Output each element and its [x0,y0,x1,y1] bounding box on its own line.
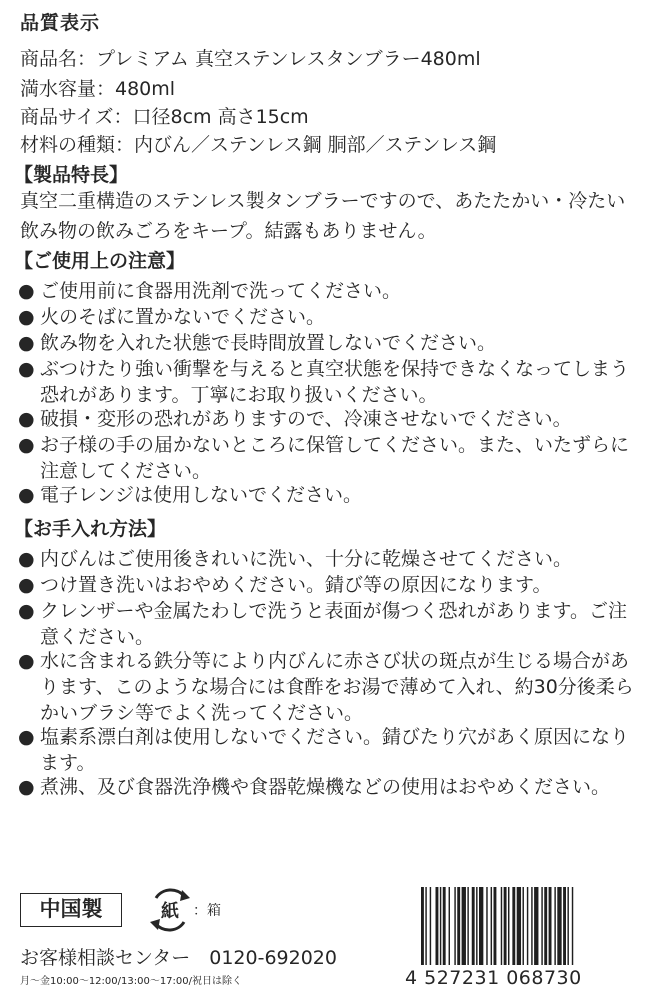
quality-title: 品質表示 [20,12,101,34]
caution-text: 破損・変形の恐れがありますので、冷凍させないでください。 [40,408,572,430]
customer-center: お客様相談センター 0120-692020 [20,947,337,969]
care-item [18,572,638,598]
paper-recycle-icon [146,888,194,932]
barcode-bar [443,887,446,965]
barcode-bar [563,887,566,965]
care-heading: 【お手入れ方法】 [14,518,167,540]
bullet-icon: ● [18,280,35,302]
barcode-bar [534,887,538,965]
caution-text: お子様の手の届かないところに保管してください。また、いたずらに注意してください。 [40,434,630,482]
caution-text: ぶつけたり強い衝撃を与えると真空状態を保持できなくなってしまう恐れがあります。丁寧にお取り扱いください。 [40,358,630,406]
caution-text: 電子レンジは使用しないでください。 [40,484,363,506]
barcode-bar [544,887,547,965]
barcode-bar [454,887,455,965]
caution-item [18,278,638,304]
barcode-bar [462,887,466,965]
care-text: 煮沸、及び食器洗浄機や食器乾燥機などの使用はおやめください。 [40,776,611,798]
care-item [18,774,638,800]
care-item [18,546,638,572]
caution-text: 飲み物を入れた状態で長時間放置しないでください。 [40,332,497,354]
care-text: クレンザーや金属たわしで洗うと表面が傷つく恐れがあります。ご注意ください。 [40,600,628,648]
country-of-origin: 中国製 [20,893,122,927]
barcode-bar [491,887,492,965]
barcode-bar [517,887,521,965]
care-text: 水に含まれる鉄分等により内びんに赤さび状の斑点が生じる場合があります、このような場合には食酢をお湯で薄めて入れ、約30分後柔らかいブラシ等でよく洗ってください。 [40,650,634,724]
bullet-icon: ● [18,434,35,456]
bullet-icon: ● [18,408,35,430]
bullet-icon: ● [18,574,35,596]
caution-item [18,432,638,484]
quality-row-product-name: 商品名：プレミアム 真空ステンレスタンブラー480ml [20,48,481,70]
barcode-bar [486,887,487,965]
barcode-bar [567,887,568,965]
barcode-bar [527,887,528,965]
barcode-bar [476,887,477,965]
bullet-icon: ● [18,650,35,672]
barcode-bar [494,887,497,965]
barcode-number: 4 527231 068730 [405,967,582,989]
quality-row-capacity: 満水容量：480ml [20,78,176,100]
barcode-bar [554,887,555,965]
barcode-bar [501,887,502,965]
barcode-bar [421,887,424,965]
barcode-bar [541,887,542,965]
barcode-bar [504,887,507,965]
caution-item [18,356,638,408]
barcode-bar [572,887,573,965]
bullet-icon: ● [18,484,35,506]
barcode-bar [508,887,509,965]
caution-item [18,304,638,330]
barcode-bar [512,887,515,965]
caution-item [18,482,638,508]
barcode-bar [440,887,441,965]
features-heading: 【製品特長】 [14,164,129,186]
caution-item [18,330,638,356]
barcode-bar [523,887,524,965]
barcode-bar [467,887,468,965]
caution-item [18,406,638,432]
barcode-bar [430,887,431,965]
barcode-bar [557,887,561,965]
barcode-bar [549,887,552,965]
care-item [18,724,638,776]
business-hours: 月〜金10:00〜12:00/13:00〜17:00/祝日は除く [20,976,243,987]
bullet-icon: ● [18,358,35,380]
care-item [18,598,638,650]
bullet-icon: ● [18,600,35,622]
quality-row-size: 商品サイズ：口径8cm 高さ15cm [20,106,309,128]
care-text: つけ置き洗いはおやめください。錆び等の原因になります。 [40,574,552,596]
barcode-bar [457,887,460,965]
barcode-bar [479,887,483,965]
caution-text: ご使用前に食器用洗剤で洗ってください。 [40,280,402,302]
barcode-bar [472,887,475,965]
cautions-heading: 【ご使用上の注意】 [14,250,186,272]
care-item [18,648,638,726]
barcode-bar [449,887,450,965]
recycle-mark-text: 紙 [161,901,179,922]
recycle-label: ：箱 [193,903,221,919]
bullet-icon: ● [18,548,35,570]
quality-row-materials: 材料の種類：内びん／ステンレス鋼 胴部／ステンレス鋼 [20,134,497,156]
care-text: 塩素系漂白剤は使用しないでください。錆びたり穴があく原因になります。 [40,726,630,774]
bullet-icon: ● [18,332,35,354]
barcode-bar [436,887,439,965]
care-text: 内びんはご使用後きれいに洗い、十分に乾燥させてください。 [40,548,573,570]
caution-text: 火のそばに置かないでください。 [40,306,326,328]
barcode [421,887,639,977]
bullet-icon: ● [18,776,35,798]
barcode-bar [531,887,532,965]
features-text: 真空二重構造のステンレス製タンブラーですので、あたたかい・冷たい飲み物の飲みごろをキープ。結露もありません。 [20,190,626,242]
barcode-bar [425,887,426,965]
bullet-icon: ● [18,726,35,748]
bullet-icon: ● [18,306,35,328]
